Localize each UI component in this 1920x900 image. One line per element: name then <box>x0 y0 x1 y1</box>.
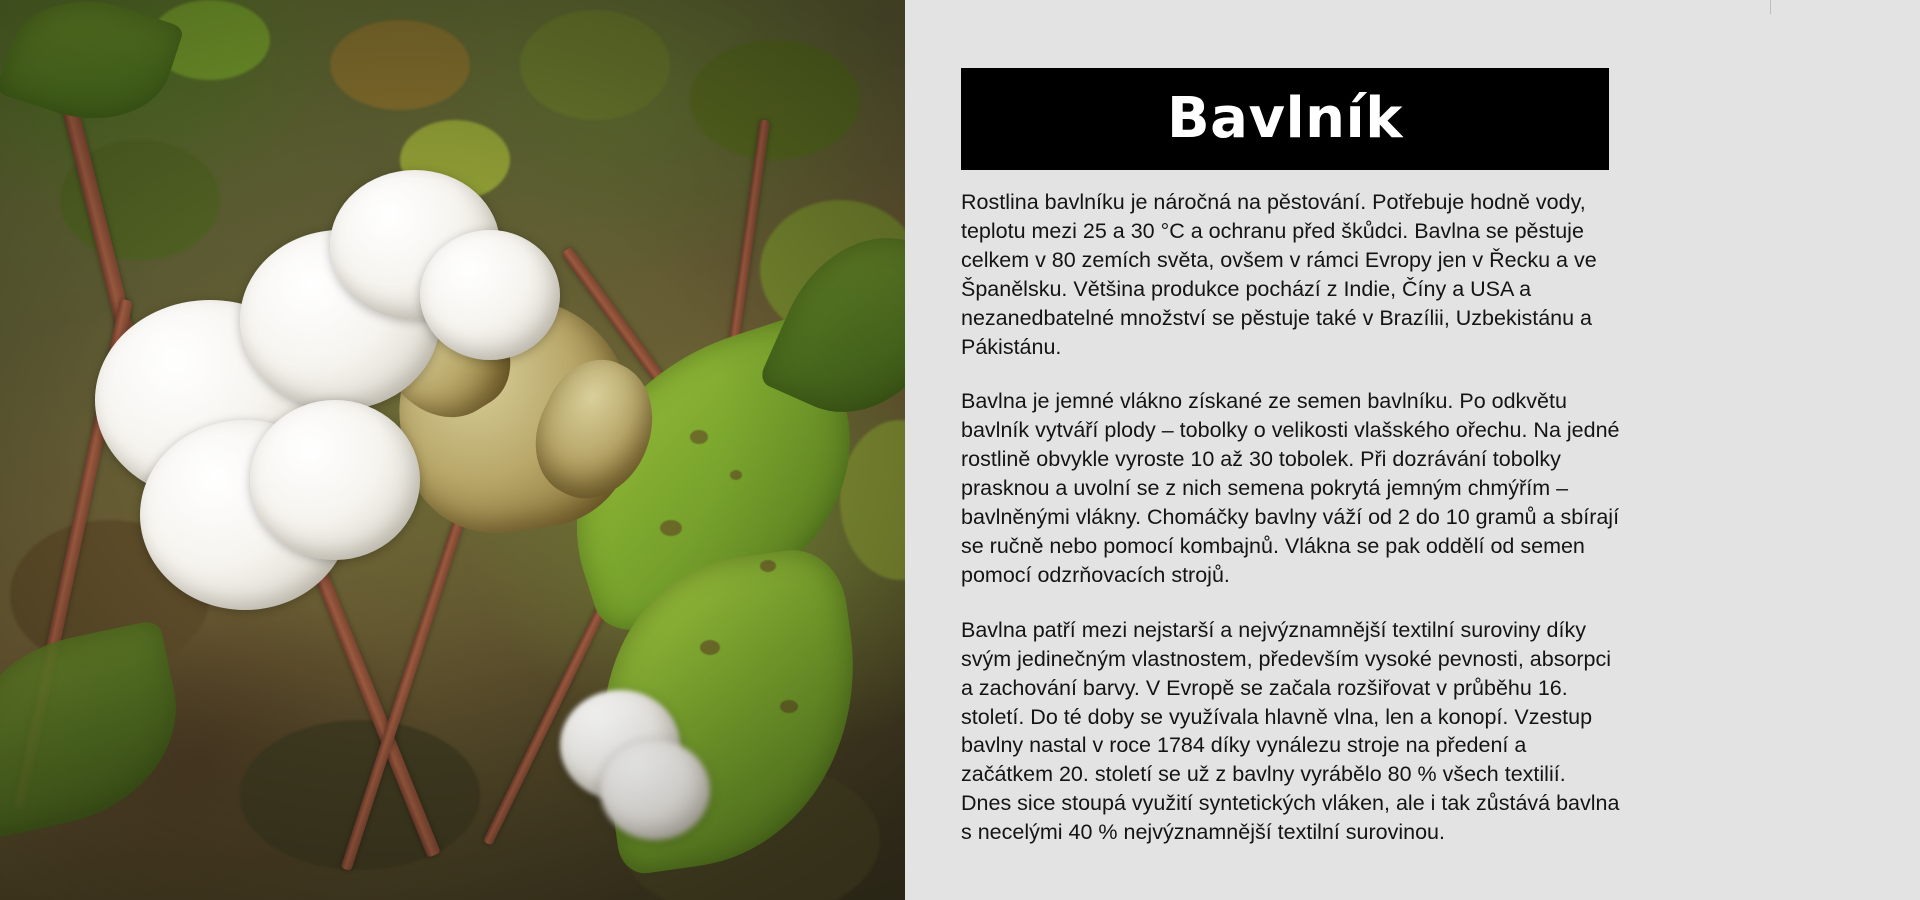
article-body <box>961 188 1621 847</box>
title-banner <box>961 68 1609 170</box>
paragraph-2: Bavlna je jemné vlákno získané ze semen bavlníku. Po odkvětu bavlník vytváří plody – tobolky o velikosti vlašského ořechu. Na jedné rostlině obvykle vyroste 10 až 30 tobolek. Při dozrávání tobolky prasknou a uvolní se z nich semena pokrytá jemným chmýřím – bavlněnými vlákny. Chomáčky bavlny váží od 2 do 10 gramů a sbírají se ručně nebo pomocí kombajnů. Vlákna se pak oddělí od semen pomocí odzrňovacích strojů. <box>961 389 1620 587</box>
cotton-tuft <box>250 400 420 560</box>
crop-mark-top <box>1770 0 1771 14</box>
paragraph-3: Bavlna patří mezi nejstarší a nejvýznamnější textilní suroviny díky svým jedinečným vlastnostem, především vysoké pevnosti, absorpci a zachování barvy. V Evropě se začala rozšiřovat v průběhu 16. století. Do té doby se využívala hlavně vlna, len a konopí. Vzestup bavlny nastal v roce 1784 díky vynálezu stroje na předení a začátkem 20. století se už z bavlny vyrábělo 80 % všech textilií. Dnes sice stoupá využití syntetických vláken, ale i tak zůstává bavlna s necelými 40 % nejvýznamnější textilní surovinou. <box>961 617 1620 845</box>
photo-canvas <box>0 0 905 900</box>
page-title: Bavlník <box>1167 86 1403 151</box>
cotton-tuft <box>420 230 560 360</box>
paragraph-1: Rostlina bavlníku je náročná na pěstování. Potřebuje hodně vody, teplotu mezi 25 a 30 °C a ochranu před škůdci. Bavlna se pěstuje celkem v 80 zemích světa, ovšem v rámci Evropy jen v Řecku a ve Španělsku. Většina produkce pochází z Indie, Číny a USA a nezanedbatelné množství se pěstuje také v Brazílii, Uzbekistánu a Pákistánu. <box>961 190 1597 359</box>
article-panel <box>905 0 1920 900</box>
cotton-plant-photo <box>0 0 905 900</box>
cotton-tuft <box>600 740 710 840</box>
